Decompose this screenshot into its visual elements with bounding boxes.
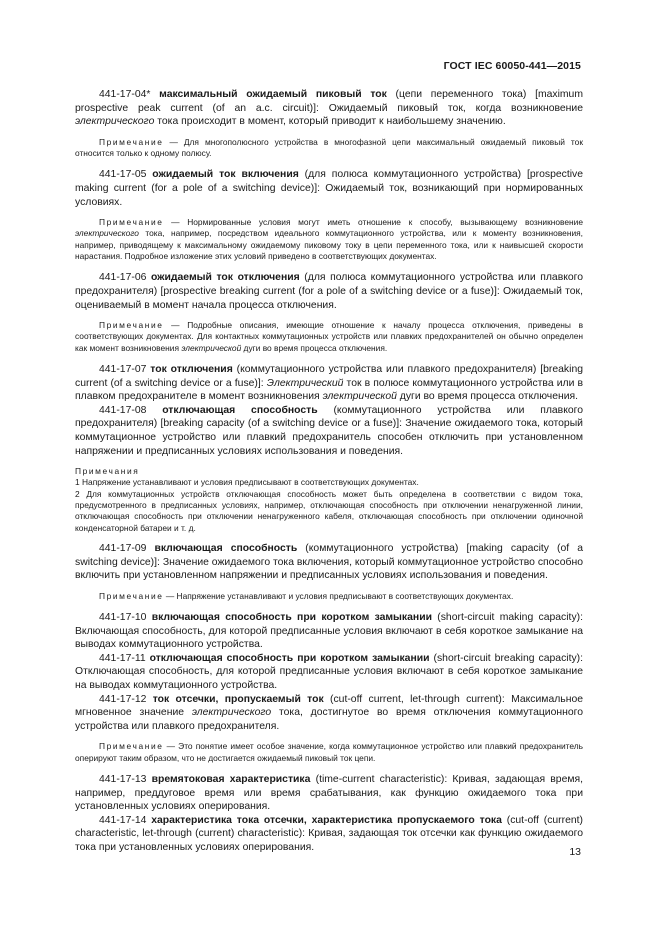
term-number: 441-17-06 (99, 272, 147, 284)
term-number: 441-17-09 (99, 542, 147, 554)
note-label: Примечание (99, 590, 164, 601)
term-title: максимальный ожидаемый пиковый ток (159, 89, 387, 100)
document-header: ГОСТ IEC 60050-441—2015 (443, 60, 581, 72)
term-entry-441-17-07: 441-17-07 ток отключения (коммутационного устройства или плавкого предохранителя) [breaking current (of a switching device or a fuse)]: Электрический ток в полюсе коммутационного устройства или в плавком предохранителе в момент возникновения электрической дуги во время процесса отключения. (75, 364, 584, 403)
term-title: характеристика тока отсечки, характеристика пропускаемого тока (151, 814, 502, 826)
term-entry-441-17-12: 441-17-12 ток отсечки, пропускаемый ток (cut-off current, let-through current): Максимальное мгновенное значение электрического тока, достигнутое во время отключения коммутационного устройства или плавкого предохранителя. (75, 693, 584, 732)
term-number: 441-17-07 (99, 364, 147, 376)
page-number: 13 (569, 846, 581, 858)
document-body (75, 88, 583, 855)
term-entry-441-17-09: 441-17-09 включающая способность (коммутационного устройства) [making capacity (of a switching device)]: Значение ожидаемого тока включения, который коммутационное устройство способно включить при установленном напряжении и предписанных условиях использования и поведения. (75, 542, 583, 582)
note-441-17-06: Примечание — Подробные описания, имеющие отношение к началу процесса отключения, приведены в соответствующих документах. Для контактных коммутационных устройств или плавких предохранителей он обычно определен как момент возникновения электрической дуги во время процесса отключения. (75, 320, 584, 353)
note-441-17-09: Примечание — Напряжение устанавливают и условия предписывают в соответствующих документах. (99, 590, 514, 601)
note-label: Примечание (99, 136, 164, 147)
term-title: ожидаемый ток отключения (150, 272, 300, 284)
term-number: 441-17-04* (99, 89, 151, 100)
term-number: 441-17-13 (99, 773, 147, 785)
term-number: 441-17-14 (99, 814, 147, 826)
note-441-17-04: Примечание — Для многополюсного устройства в многофазной цепи максимальный ожидаемый пиковый ток относится только к одному полюсу. (75, 136, 583, 159)
term-entry-441-17-11: 441-17-11 отключающая способность при коротком замыкании (short-circuit breaking capacity): Отключающая способность, для которой предписанные условия включают в себя короткое замыкание на выводах коммутационного устройства. (75, 652, 584, 691)
term-title: отключающая способность (162, 404, 318, 416)
note-item-2: 2 Для коммутационных устройств отключающая способность может быть определена в соответствии с видом тока, предусмотренного в предписанных условиях, например, отключающая способность при отключении ненагруженной линии, отключающая способность при отключении ненагруженного кабеля, отключающая способность при отключении одиночной конденсаторной батареи и т. д. (75, 488, 583, 533)
note-label: Примечание (99, 217, 164, 228)
term-title: отключающая способность при коротком замыкании (149, 652, 430, 664)
term-number: 441-17-10 (99, 612, 147, 624)
note-label: Примечание (99, 320, 164, 331)
term-number: 441-17-11 (99, 652, 146, 664)
term-number: 441-17-05 (99, 169, 147, 181)
term-entry-441-17-05: 441-17-05 ожидаемый ток включения (для полюса коммутационного устройства) [prospective making current (for a pole of a switching device)]: Ожидаемый ток, возникающий при нормированных условиях. (75, 169, 583, 208)
notes-441-17-08 (75, 466, 583, 534)
term-title: ток отключения (150, 364, 233, 376)
term-title: включающая способность при коротком замыкании (151, 612, 432, 624)
term-entry-441-17-06: 441-17-06 ожидаемый ток отключения (для полюса коммутационного устройства или плавкого предохранителя) [prospective breaking current (for a pole of a switching device or a fuse)]: Ожидаемый ток, оцениваемый в момент начала процесса отключения. (75, 272, 584, 311)
term-entry-441-17-10: 441-17-10 включающая способность при коротком замыкании (short-circuit making capacity): Включающая способность, для которой предписанные условия включают в себя короткое замыкание на выводах коммутационного устройства. (75, 612, 583, 651)
term-title: ток отсечки, пропускаемый ток (152, 693, 324, 705)
note-441-17-05: Примечание — Нормированные условия могут иметь отношение к способу, вызывающему возникновение электрического тока, например, посредством идеального коммутационного устройства, или к моменту возникновения, например, приводящему к максимальному ожидаемому пиковому току в цепи переменного тока, или к наивысшей скорости нарастания. Подробное изложение этих условий приведено в соответствующих документах. (75, 217, 583, 262)
term-number: 441-17-12 (99, 693, 147, 705)
note-item-1: 1 Напряжение устанавливают и условия предписывают в соответствующих документах. (75, 477, 419, 488)
term-entry-441-17-04: 441-17-04* максимальный ожидаемый пиковый ток (цепи переменного тока) [maximum prospective peak current (of an a.c. circuit)]: Ожидаемый пиковый ток, когда возникновение электрического тока происходит в момент, который приводит к наибольшему значению. (75, 89, 583, 128)
term-entry-441-17-08: 441-17-08 отключающая способность (коммутационного устройства или плавкого предохранителя) [breaking capacity (of a switching device or a fuse)]: Значение ожидаемого тока, который коммутационное устройство или плавкий предохранитель способен отключить при установленном напряжении и предписанных условиях использования и поведения. (75, 404, 583, 457)
term-number: 441-17-08 (99, 404, 147, 416)
note-label: Примечание (99, 741, 164, 752)
notes-label: Примечания (75, 466, 140, 477)
term-entry-441-17-13: 441-17-13 времятоковая характеристика (time-current characteristic): Кривая, задающая время, например, преддуговое время или время срабатывания, как функцию ожидаемого тока при установленных условиях оперирования. (75, 773, 584, 813)
note-441-17-12: Примечание — Это понятие имеет особое значение, когда коммутационное устройство или плавкий предохранитель оперируют таким образом, что не достигается ожидаемый пиковый ток цепи. (75, 741, 584, 763)
term-title: времятоковая характеристика (151, 773, 311, 785)
term-title: ожидаемый ток включения (152, 169, 299, 181)
term-entry-441-17-14: 441-17-14 характеристика тока отсечки, характеристика пропускаемого тока (cut-off (current) characteristic, let-through (current) characteristic): Кривая, задающая ток отсечки как функцию ожидаемого тока при установленных условиях оперирования. (75, 814, 583, 853)
term-title: включающая способность (154, 542, 298, 554)
